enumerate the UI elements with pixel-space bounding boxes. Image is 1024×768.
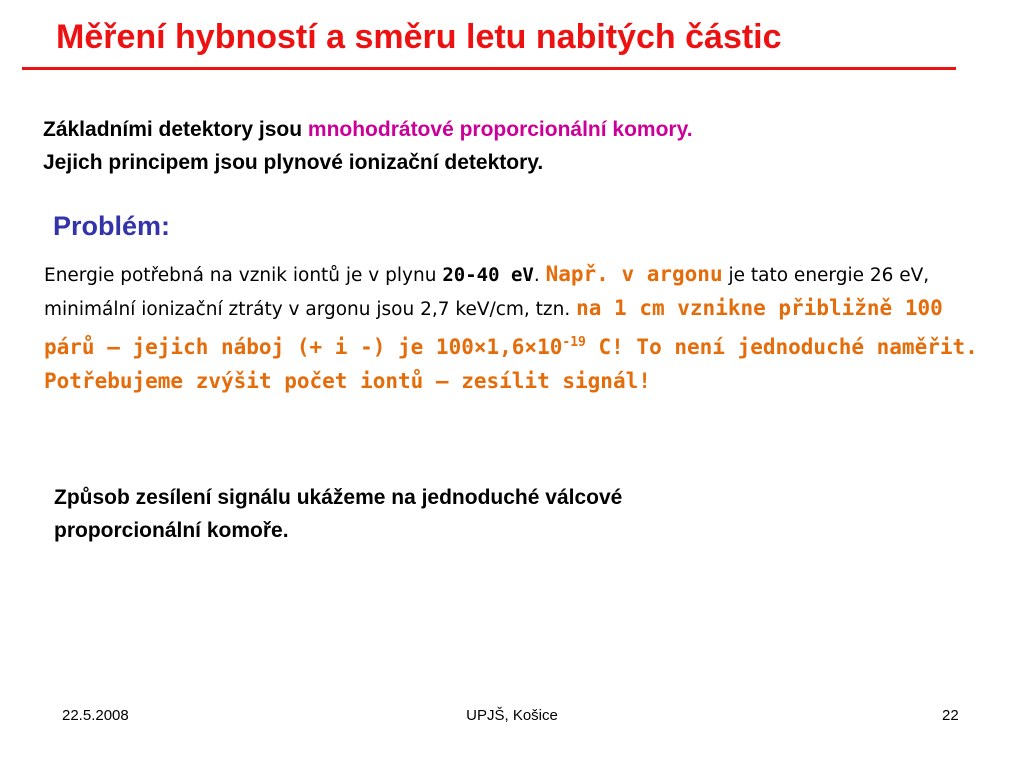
intro-highlight: mnohodrátové proporcionální komory. (307, 118, 693, 141)
slide-title: Měření hybností a směru letu nabitých částic (56, 18, 782, 56)
conclusion-part-1: na 1 cm vznikne přibližně 100 párů – jejich náboj (+ i -) je 100×1,6×10 (44, 296, 943, 359)
energy-range: 20-40 eV (442, 264, 534, 286)
footer-date: 22.5.2008 (62, 707, 129, 724)
problem-text-3: je tato energie 26 eV, minimální ionizační ztráty v argonu jsou 2,7 keV/cm, tzn. (44, 265, 930, 320)
intro-text (43, 113, 693, 179)
footer-institution: UPJŠ, Košice (466, 707, 558, 724)
exponent: -19 (562, 335, 586, 350)
conclusion-part-2: C! To není jednoduché naměřit. Potřebujeme zvýšit počet iontů – zesílit signál! (44, 335, 978, 393)
argon-example: Např. v argonu (545, 262, 723, 286)
intro-line-2: Jejich principem jsou plynové ionizační detektory. (43, 151, 544, 174)
page-number: 22 (942, 707, 959, 724)
problem-text-1: Energie potřebná na vznik iontů je v plynu (44, 265, 443, 286)
intro-lead: Základními detektory jsou (43, 118, 308, 141)
closing-line-2: proporcionální komoře. (54, 519, 289, 542)
problem-paragraph (44, 258, 984, 399)
intro-line-1 (43, 113, 693, 146)
problem-heading: Problém: (53, 211, 171, 241)
title-underline (22, 67, 956, 70)
problem-text-2: . (533, 265, 546, 286)
closing-text (54, 481, 622, 547)
closing-line-1: Způsob zesílení signálu ukážeme na jednoduché válcové (54, 486, 623, 509)
